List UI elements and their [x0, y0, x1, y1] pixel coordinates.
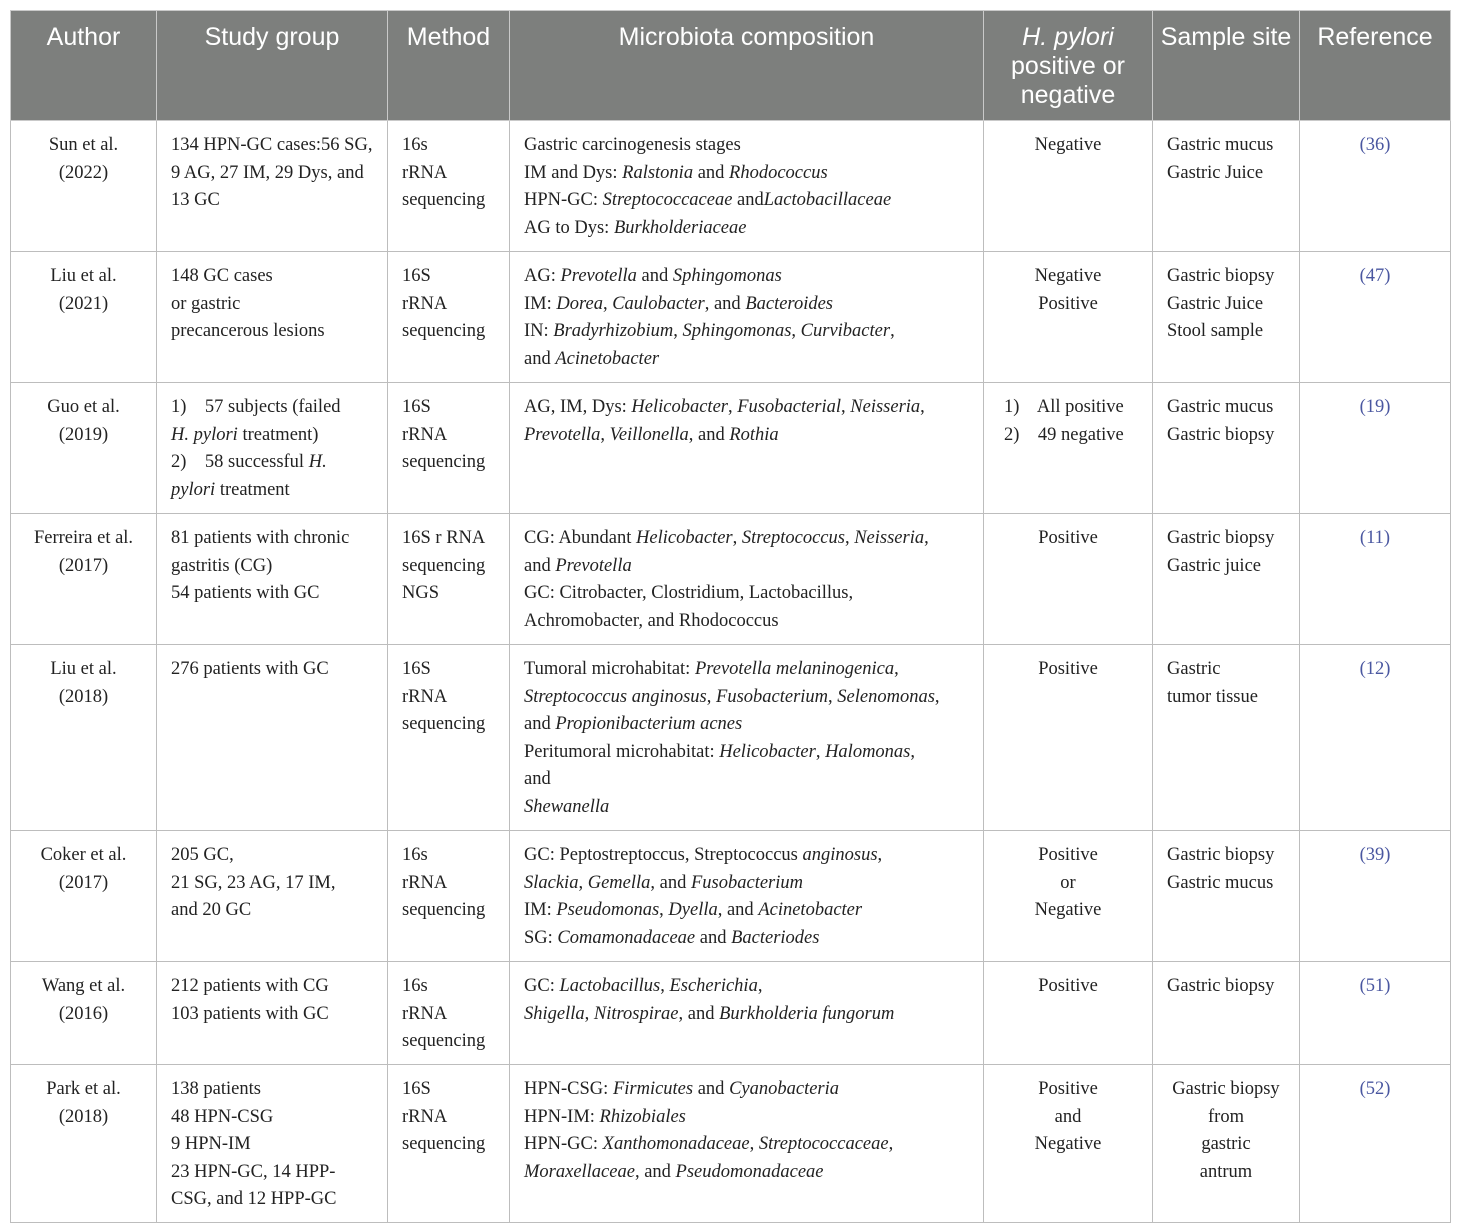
- study-group-cell-line: 148 GC cases: [171, 266, 273, 286]
- sample-site-cell-line: Gastric juice: [1167, 555, 1261, 576]
- hpylori-cell-line: Negative: [1034, 135, 1102, 155]
- hpylori-cell-line: 1) All positive: [1004, 397, 1124, 417]
- study-group-cell-line: precancerous lesions: [171, 321, 325, 341]
- sample-site-cell-line: Gastric Juice: [1167, 293, 1264, 314]
- sample-site-cell-line: from: [1208, 1106, 1244, 1127]
- reference-citation[interactable]: (19): [1359, 397, 1391, 417]
- method-cell: [388, 383, 510, 514]
- header-study-group: Study group: [157, 11, 388, 121]
- reference-link[interactable]: 19: [1365, 397, 1385, 417]
- author-cell: [11, 383, 157, 514]
- author-cell: [11, 1065, 157, 1223]
- reference-cell: [1300, 252, 1451, 383]
- study-group-cell-line: 205 GC,: [171, 845, 234, 865]
- microbiota-cell-line: SG: Comamonadaceae and Bacteriodes: [524, 927, 820, 948]
- sample-site-cell: [1153, 252, 1300, 383]
- hpylori-cell-line: Positive: [1038, 528, 1098, 548]
- microbiota-cell: [510, 383, 984, 514]
- method-cell-line: sequencing: [402, 190, 486, 210]
- microbiota-cell: [510, 121, 984, 252]
- sample-site-cell-line: Gastric biopsy: [1167, 266, 1275, 286]
- author-cell-line: (2022): [58, 162, 109, 183]
- study-group-cell: [157, 121, 388, 252]
- author-cell-line: Liu et al.: [50, 659, 117, 679]
- hpylori-cell-line: Negative: [1034, 1134, 1102, 1154]
- method-cell-line: sequencing: [402, 1031, 486, 1051]
- author-cell: [11, 121, 157, 252]
- study-group-cell-text: 134 HPN-GC cases:56 SG, 9 AG, 27 IM, 29 Dys, and 13 GC: [171, 135, 373, 210]
- microbiota-cell-line: GC: Lactobacillus, Escherichia,: [524, 976, 763, 996]
- header-hpylori-rest: positive or negative: [1011, 52, 1125, 109]
- author-cell-line: Liu et al.: [50, 266, 117, 286]
- microbiota-cell-line: AG, IM, Dys: Helicobacter, Fusobacterial, Neisseria,: [524, 397, 925, 417]
- header-author: Author: [11, 11, 157, 121]
- sample-site-cell-line: Gastric biopsy: [1167, 845, 1275, 865]
- method-cell: [388, 252, 510, 383]
- method-cell-line: 16S: [402, 397, 431, 417]
- microbiota-cell-line: HPN-CSG: Firmicutes and Cyanobacteria: [524, 1079, 840, 1099]
- sample-site-cell-line: Stool sample: [1167, 321, 1264, 341]
- method-cell: [388, 1065, 510, 1223]
- table-row: [11, 121, 1451, 252]
- author-cell: [11, 514, 157, 645]
- study-group-cell-line: 2) 58 successful H.: [171, 452, 327, 472]
- author-cell: [11, 962, 157, 1065]
- author-cell-line: (2018): [58, 686, 109, 707]
- microbiota-cell-line: and Prevotella: [524, 555, 632, 576]
- microbiota-cell-line: Gastric carcinogenesis stages: [524, 135, 741, 155]
- microbiota-cell-line: AG: Prevotella and Sphingomonas: [524, 266, 782, 286]
- study-group-cell: [157, 252, 388, 383]
- author-cell-line: (2017): [58, 872, 109, 893]
- hpylori-cell: [984, 121, 1153, 252]
- header-microbiota: Microbiota composition: [510, 11, 984, 121]
- microbiota-cell-line: IM and Dys: Ralstonia and Rhodococcus: [524, 162, 828, 183]
- method-cell-line: NGS: [402, 583, 440, 603]
- microbiota-cell-line: GC: Citrobacter, Clostridium, Lactobacillus,: [524, 583, 854, 603]
- method-cell: [388, 514, 510, 645]
- method-cell: [388, 831, 510, 962]
- method-cell-line: rRNA: [402, 162, 448, 183]
- hpylori-cell-line: Negative: [1034, 900, 1102, 920]
- study-group-cell-line: 21 SG, 23 AG, 17 IM,: [171, 872, 336, 893]
- reference-cell: [1300, 383, 1451, 514]
- method-cell-line: 16s: [402, 976, 428, 996]
- hpylori-cell-line: and: [1054, 1106, 1082, 1127]
- microbiota-cell-line: Prevotella, Veillonella, and Rothia: [524, 424, 779, 445]
- study-group-cell-line: pylori treatment: [171, 479, 290, 500]
- microbiota-cell-line: CG: Abundant Helicobacter, Streptococcus, Neisseria,: [524, 528, 929, 548]
- sample-site-cell: [1153, 645, 1300, 831]
- study-group-cell: [157, 514, 388, 645]
- hpylori-cell-line: or: [1060, 872, 1076, 893]
- reference-citation[interactable]: (47): [1359, 266, 1391, 286]
- method-cell-line: rRNA: [402, 1106, 448, 1127]
- sample-site-cell: [1153, 121, 1300, 252]
- microbiota-cell: [510, 514, 984, 645]
- table-row: [11, 514, 1451, 645]
- microbiota-cell-line: HPN-GC: Streptococcaceae andLactobacillaceae: [524, 190, 892, 210]
- sample-site-cell-line: gastric: [1201, 1134, 1251, 1154]
- study-group-cell-line: CSG, and 12 HPP-GC: [171, 1189, 337, 1209]
- microbiota-cell-line: IM: Pseudomonas, Dyella, and Acinetobacter: [524, 900, 863, 920]
- sample-site-cell-line: Gastric Juice: [1167, 162, 1264, 183]
- method-cell-line: sequencing: [402, 555, 486, 576]
- table-row: [11, 1065, 1451, 1223]
- author-cell-line: (2021): [58, 293, 109, 314]
- author-cell-line: Guo et al.: [47, 397, 120, 417]
- method-cell-line: sequencing: [402, 900, 486, 920]
- study-group-cell-line: 1) 57 subjects (failed: [171, 397, 341, 417]
- microbiota-cell-line: and: [524, 769, 551, 789]
- author-cell-line: (2019): [58, 424, 109, 445]
- sample-site-cell-line: Gastric biopsy: [1167, 528, 1275, 548]
- study-group-cell-line: 54 patients with GC: [171, 583, 320, 603]
- table-body: [11, 121, 1451, 1223]
- sample-site-cell-line: tumor tissue: [1167, 686, 1258, 707]
- hpylori-cell: [984, 252, 1153, 383]
- hpylori-cell-line: Positive: [1038, 845, 1098, 865]
- reference-cell: [1300, 645, 1451, 831]
- author-cell-line: Park et al.: [46, 1079, 121, 1099]
- study-group-cell: [157, 962, 388, 1065]
- method-cell-line: rRNA: [402, 293, 448, 314]
- header-reference: Reference: [1300, 11, 1451, 121]
- microbiota-cell: [510, 252, 984, 383]
- microbiota-cell: [510, 962, 984, 1065]
- hpylori-cell: [984, 831, 1153, 962]
- header-row: [11, 11, 1451, 121]
- sample-site-cell-line: Gastric biopsy: [1167, 976, 1275, 996]
- sample-site-cell: [1153, 1065, 1300, 1223]
- method-cell-line: rRNA: [402, 686, 448, 707]
- author-cell-line: Sun et al.: [48, 135, 119, 155]
- table-row: [11, 645, 1451, 831]
- author-cell-line: (2016): [58, 1003, 109, 1024]
- author-cell-line: Wang et al.: [41, 976, 126, 996]
- microbiota-cell-line: HPN-GC: Xanthomonadaceae, Streptococcaceae,: [524, 1134, 894, 1154]
- reference-citation[interactable]: (11): [1359, 528, 1391, 548]
- header-method: Method: [388, 11, 510, 121]
- header-hpylori: [984, 11, 1153, 121]
- author-cell: [11, 252, 157, 383]
- microbiota-cell-line: IM: Dorea, Caulobacter, and Bacteroides: [524, 293, 833, 314]
- author-cell-line: (2018): [58, 1106, 109, 1127]
- table-row: [11, 831, 1451, 962]
- microbiota-cell-line: and Acinetobacter: [524, 348, 660, 369]
- hpylori-cell-line: Positive: [1038, 1079, 1098, 1099]
- sample-site-cell-line: Gastric mucus: [1167, 872, 1274, 893]
- study-group-cell-line: or gastric: [171, 293, 241, 314]
- microbiota-cell-line: Moraxellaceae, and Pseudomonadaceae: [524, 1161, 824, 1182]
- microbiota-cell-line: Peritumoral microhabitat: Helicobacter, Halomonas,: [524, 741, 915, 762]
- author-cell-line: Ferreira et al.: [33, 528, 134, 548]
- hpylori-cell: [984, 383, 1153, 514]
- method-cell-line: 16S: [402, 1079, 431, 1099]
- reference-link[interactable]: 12: [1365, 659, 1385, 679]
- study-group-cell-line: 9 HPN-IM: [171, 1134, 251, 1154]
- microbiota-cell-line: AG to Dys: Burkholderiaceae: [524, 217, 747, 238]
- method-cell-line: 16s: [402, 845, 428, 865]
- sample-site-cell: [1153, 514, 1300, 645]
- reference-cell: [1300, 121, 1451, 252]
- sample-site-cell: [1153, 831, 1300, 962]
- author-cell-line: Coker et al.: [40, 845, 127, 865]
- microbiota-cell-line: HPN-IM: Rhizobiales: [524, 1106, 686, 1127]
- table-row: [11, 383, 1451, 514]
- study-group-cell-line: 103 patients with GC: [171, 1003, 329, 1024]
- microbiota-cell-line: Achromobacter, and Rhodococcus: [524, 610, 779, 631]
- sample-site-cell-line: Gastric biopsy: [1167, 424, 1275, 445]
- microbiota-cell-line: Shigella, Nitrospirae, and Burkholderia fungorum: [524, 1003, 895, 1024]
- method-cell-line: sequencing: [402, 452, 486, 472]
- microbiota-cell-line: Streptococcus anginosus, Fusobacterium, Selenomonas,: [524, 686, 940, 707]
- sample-site-cell-line: Gastric mucus: [1167, 135, 1274, 155]
- header-sample-site: Sample site: [1153, 11, 1300, 121]
- method-cell-line: 16S: [402, 659, 431, 679]
- method-cell-line: sequencing: [402, 1134, 486, 1154]
- hpylori-cell-line: Positive: [1038, 659, 1098, 679]
- reference-citation[interactable]: (39): [1359, 845, 1391, 865]
- study-group-cell: [157, 645, 388, 831]
- method-cell-line: sequencing: [402, 321, 486, 341]
- study-group-cell-line: 212 patients with CG: [171, 976, 329, 996]
- reference-citation[interactable]: (36): [1359, 135, 1391, 155]
- sample-site-cell-line: antrum: [1199, 1161, 1253, 1182]
- study-group-cell-line: 48 HPN-CSG: [171, 1106, 274, 1127]
- microbiota-cell-line: IN: Bradyrhizobium, Sphingomonas, Curvibacter,: [524, 321, 895, 341]
- hpylori-cell: [984, 645, 1153, 831]
- microbiota-cell-line: GC: Peptostreptoccus, Streptococcus anginosus,: [524, 845, 883, 865]
- reference-link[interactable]: 36: [1365, 135, 1385, 155]
- microbiota-cell-line: and Propionibacterium acnes: [524, 714, 743, 734]
- study-group-cell: [157, 1065, 388, 1223]
- microbiota-table: [10, 10, 1451, 1223]
- microbiota-cell: [510, 645, 984, 831]
- microbiota-cell: [510, 831, 984, 962]
- microbiota-cell-line: Slackia, Gemella, and Fusobacterium: [524, 872, 803, 893]
- reference-cell: [1300, 514, 1451, 645]
- method-cell: [388, 962, 510, 1065]
- study-group-cell: [157, 383, 388, 514]
- hpylori-cell: [984, 962, 1153, 1065]
- table-row: [11, 962, 1451, 1065]
- study-group-cell-text: 276 patients with GC: [171, 659, 329, 679]
- hpylori-cell: [984, 1065, 1153, 1223]
- study-group-cell: [157, 831, 388, 962]
- header-hpylori-italic: H. pylori: [1022, 23, 1114, 51]
- method-cell: [388, 645, 510, 831]
- microbiota-cell-line: Shewanella: [524, 796, 610, 817]
- author-cell: [11, 831, 157, 962]
- hpylori-cell-line: Positive: [1038, 976, 1098, 996]
- microbiota-cell: [510, 1065, 984, 1223]
- sample-site-cell: [1153, 962, 1300, 1065]
- study-group-cell-line: 81 patients with chronic: [171, 528, 350, 548]
- table-row: [11, 252, 1451, 383]
- method-cell-line: rRNA: [402, 872, 448, 893]
- reference-citation[interactable]: (52): [1359, 1079, 1391, 1099]
- hpylori-cell: [984, 514, 1153, 645]
- reference-citation[interactable]: (12): [1359, 659, 1391, 679]
- study-group-cell-line: and 20 GC: [171, 900, 252, 920]
- study-group-cell-line: 23 HPN-GC, 14 HPP-: [171, 1161, 336, 1182]
- study-group-cell-line: 138 patients: [171, 1079, 261, 1099]
- method-cell-line: 16S r RNA: [402, 528, 486, 548]
- study-group-cell-line: gastritis (CG): [171, 555, 273, 576]
- sample-site-cell-line: Gastric mucus: [1167, 397, 1274, 417]
- hpylori-cell-line: Negative: [1034, 266, 1102, 286]
- hpylori-cell-line: 2) 49 negative: [1004, 424, 1124, 445]
- sample-site-cell-line: Gastric biopsy: [1172, 1079, 1280, 1099]
- microbiota-cell-line: Tumoral microhabitat: Prevotella melaninogenica,: [524, 659, 899, 679]
- reference-link[interactable]: 51: [1365, 976, 1385, 996]
- method-cell: [388, 121, 510, 252]
- reference-link[interactable]: 11: [1366, 528, 1384, 548]
- method-cell-line: rRNA: [402, 424, 448, 445]
- reference-link[interactable]: 47: [1365, 266, 1385, 286]
- reference-cell: [1300, 831, 1451, 962]
- author-cell-line: (2017): [58, 555, 109, 576]
- method-cell-line: sequencing: [402, 714, 486, 734]
- study-group-cell-line: H. pylori treatment): [171, 424, 319, 445]
- reference-cell: [1300, 1065, 1451, 1223]
- reference-cell: [1300, 962, 1451, 1065]
- method-cell-line: 16S: [402, 266, 431, 286]
- method-cell-line: rRNA: [402, 1003, 448, 1024]
- sample-site-cell-line: Gastric: [1167, 659, 1221, 679]
- reference-link[interactable]: 39: [1365, 845, 1385, 865]
- method-cell-line: 16s: [402, 135, 428, 155]
- hpylori-cell-line: Positive: [1038, 293, 1098, 314]
- reference-link[interactable]: 52: [1365, 1079, 1385, 1099]
- sample-site-cell: [1153, 383, 1300, 514]
- reference-citation[interactable]: (51): [1359, 976, 1391, 996]
- author-cell: [11, 645, 157, 831]
